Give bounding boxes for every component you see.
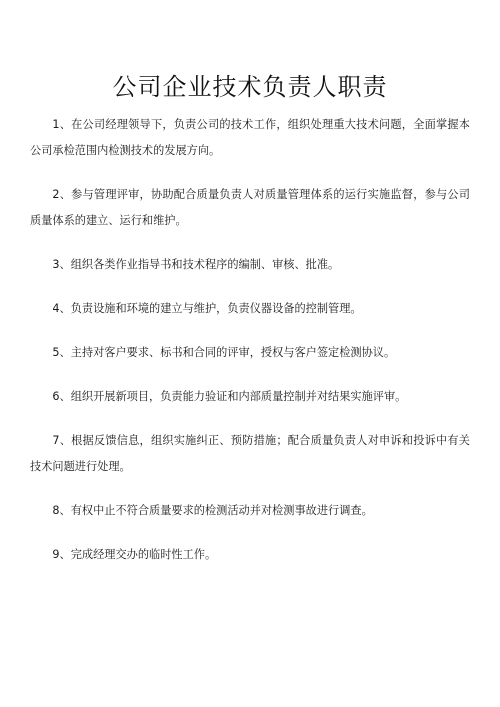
duty-item-7: 7、根据反馈信息，组织实施纠正、预防措施；配合质量负责人对申诉和投诉中有关技术问题进行处理。: [30, 434, 470, 473]
duty-item-6: 6、组织开展新项目，负责能力验证和内部质量控制并对结果实施评审。: [52, 390, 407, 403]
duty-item-5: 5、主持对客户要求、标书和合同的评审，授权与客户签定检测协议。: [52, 346, 396, 359]
duty-item-2: 2、参与管理评审，协助配合质量负责人对质量管理体系的运行实施监督，参与公司质量体系的建立、运行和维护。: [30, 188, 470, 227]
duties-list: [30, 112, 470, 586]
duty-item-1: 1、在公司经理领导下，负责公司的技术工作，组织处理重大技术问题，全面掌握本公司承检范围内检测技术的发展方向。: [30, 118, 470, 157]
duty-item-9: 9、完成经理交办的临时性工作。: [52, 548, 217, 561]
duty-item-8: 8、有权中止不符合质量要求的检测活动并对检测事故进行调查。: [52, 504, 373, 517]
document-title: 公司企业技术负责人职责: [112, 73, 388, 102]
duty-item-3: 3、组织各类作业指导书和技术程序的编制、审核、批准。: [52, 258, 340, 271]
duty-item-4: 4、负责设施和环境的建立与维护，负责仪器设备的控制管理。: [52, 302, 362, 315]
